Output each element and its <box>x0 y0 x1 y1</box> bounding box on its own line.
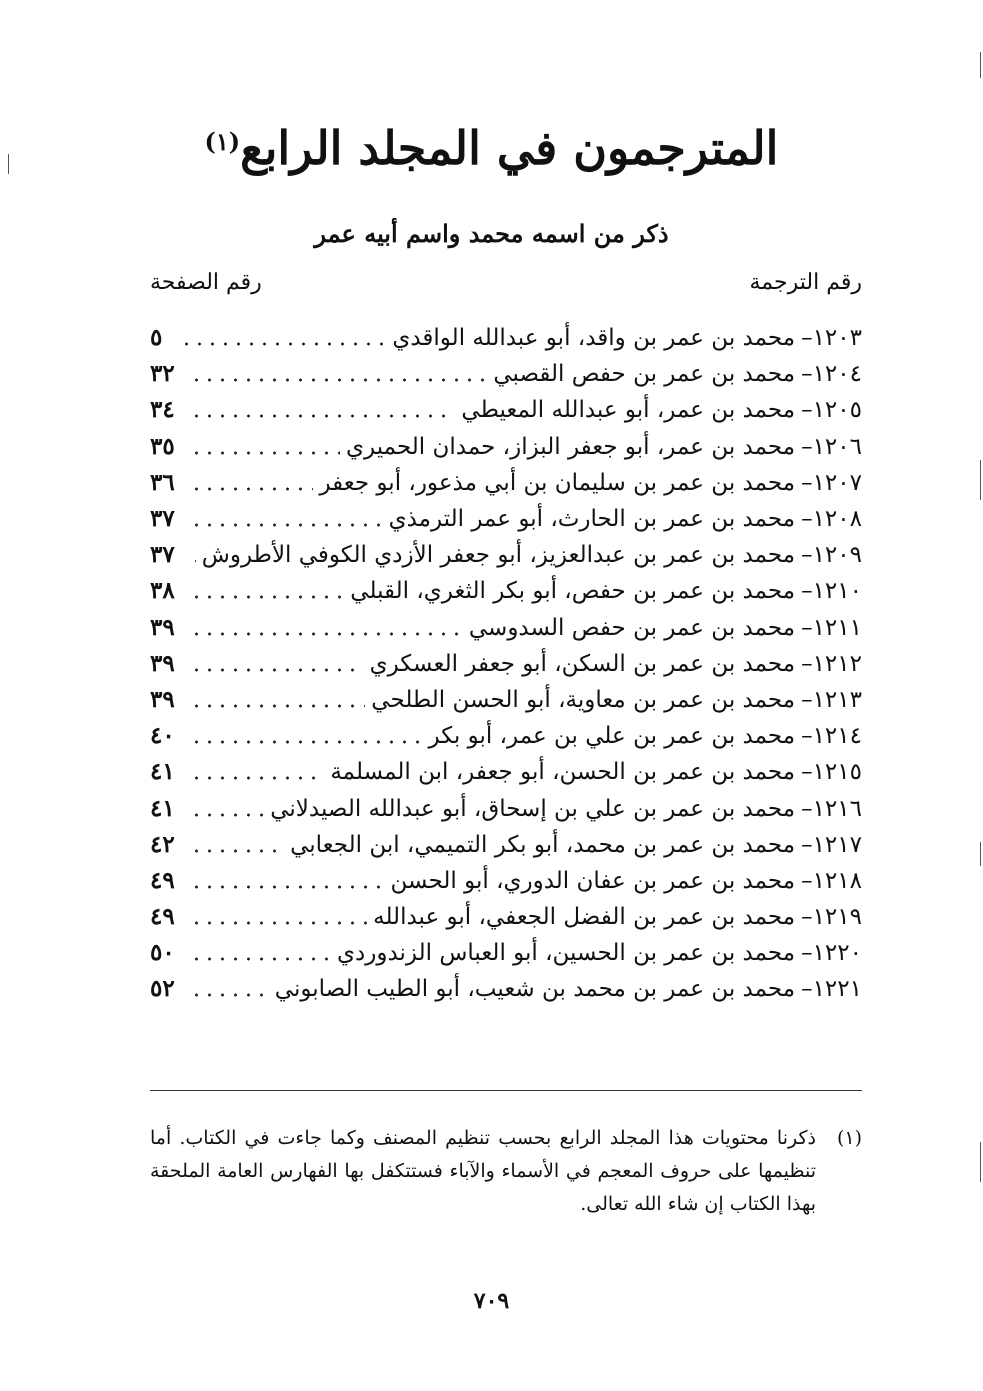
entry-name: محمد بن عمر بن واقد، أبو عبدالله الواقدي <box>392 325 796 352</box>
scan-edge-mark <box>980 52 981 78</box>
entry-number: ١٢١٣ <box>812 686 862 713</box>
entry-dash: – <box>801 397 813 424</box>
title-footnote-marker[interactable]: (١) <box>204 127 241 156</box>
page-number-header: رقم الصفحة <box>150 270 262 295</box>
entry-dash: – <box>801 976 813 1003</box>
entry-number: ١٢٠٤ <box>812 361 862 388</box>
contents-entry[interactable] <box>150 827 862 863</box>
dot-leader <box>190 376 487 384</box>
entry-number: ١٢١٠ <box>812 578 862 605</box>
contents-entry[interactable] <box>150 863 862 899</box>
dot-leader <box>180 340 386 348</box>
contents-entry[interactable] <box>150 682 862 718</box>
contents-entry[interactable] <box>150 899 862 935</box>
entry-dash: – <box>801 650 813 677</box>
entry-page-number[interactable]: ٣٤ <box>150 396 175 424</box>
entry-number-header: رقم الترجمة <box>749 270 862 295</box>
entry-number: ١٢١٧ <box>812 831 862 858</box>
entry-name: محمد بن عمر بن حفص السدوسي <box>468 614 796 641</box>
footnote <box>150 1122 862 1221</box>
entry-page-number[interactable]: ٣٨ <box>150 577 175 605</box>
entry-name: محمد بن عمر بن علي بن إسحاق، أبو عبدالله الصيدلاني <box>270 795 796 822</box>
entry-name: محمد بن عمر بن معاوية، أبو الحسن الطلحي <box>371 686 796 713</box>
entry-name: محمد بن عمر بن الحارث، أبو عمر الترمذي <box>388 506 796 533</box>
entry-page-number[interactable]: ٥٢ <box>150 975 175 1003</box>
entry-name: محمد بن عمر، أبو عبدالله المعيطي <box>461 397 796 424</box>
entry-dash: – <box>801 325 813 352</box>
entry-dash: – <box>801 904 813 931</box>
entry-page-number[interactable]: ٥٠ <box>150 939 175 967</box>
entry-name: محمد بن عمر بن محمد، أبو بكر التميمي، ابن الجعابي <box>290 831 796 858</box>
entry-dash: – <box>801 614 813 641</box>
contents-entry[interactable] <box>150 537 862 573</box>
entry-page-number[interactable]: ٣٢ <box>150 360 175 388</box>
entry-dash: – <box>801 361 813 388</box>
dot-leader <box>190 521 383 529</box>
entry-number: ١٢١٤ <box>812 723 862 750</box>
entry-number: ١٢٠٧ <box>812 469 862 496</box>
contents-entry[interactable] <box>150 754 862 790</box>
entry-name: محمد بن عمر بن محمد بن شعيب، أبو الطيب الصابوني <box>274 976 796 1003</box>
entry-page-number[interactable]: ٣٧ <box>150 505 175 533</box>
dot-leader <box>190 738 423 746</box>
dot-leader <box>190 666 364 674</box>
entry-name: محمد بن عمر بن السكن، أبو جعفر العسكري <box>369 650 796 677</box>
entry-dash: – <box>801 578 813 605</box>
entry-dash: – <box>801 795 813 822</box>
entry-dash: – <box>801 723 813 750</box>
contents-entry[interactable] <box>150 501 862 537</box>
dot-leader <box>190 991 269 999</box>
entry-dash: – <box>801 831 813 858</box>
entry-number: ١٢١٩ <box>812 904 862 931</box>
entry-name: محمد بن عمر بن الفضل الجعفي، أبو عبدالله <box>373 904 796 931</box>
contents-entry[interactable] <box>150 610 862 646</box>
footnote-separator <box>150 1090 862 1091</box>
section-subtitle: ذكر من اسمه محمد واسم أبيه عمر <box>314 219 669 248</box>
dot-leader <box>190 919 367 927</box>
dot-leader <box>190 593 344 601</box>
entry-name: محمد بن عمر بن عبدالعزيز، أبو جعفر الأزدي الكوفي الأطروش <box>201 542 796 569</box>
contents-entry[interactable] <box>150 718 862 754</box>
dot-leader <box>190 847 284 855</box>
scan-edge-mark <box>980 1142 981 1182</box>
entry-number: ١٢٠٩ <box>812 542 862 569</box>
entry-dash: – <box>801 542 813 569</box>
entry-number: ١٢٠٣ <box>812 325 862 352</box>
scan-edge-mark <box>980 460 981 500</box>
entry-number: ١٢١١ <box>812 614 862 641</box>
entry-dash: – <box>801 433 813 460</box>
entry-page-number[interactable]: ٣٧ <box>150 541 175 569</box>
dot-leader <box>190 883 385 891</box>
contents-entry[interactable] <box>150 356 862 392</box>
entry-name: محمد بن عمر بن عفان الدوري، أبو الحسن <box>390 867 796 894</box>
dot-leader <box>190 811 264 819</box>
entry-dash: – <box>801 506 813 533</box>
contents-entry[interactable] <box>150 935 862 971</box>
contents-entry[interactable] <box>150 429 862 465</box>
entry-page-number[interactable]: ٤٠ <box>150 722 175 750</box>
contents-entry[interactable] <box>150 573 862 609</box>
entry-number: ١٢٠٨ <box>812 506 862 533</box>
entry-number: ١٢١٢ <box>812 650 862 677</box>
entry-dash: – <box>801 469 813 496</box>
entry-dash: – <box>801 940 813 967</box>
dot-leader <box>190 449 340 457</box>
entry-number: ١٢١٥ <box>812 759 862 786</box>
entry-page-number[interactable]: ٣٩ <box>150 649 175 677</box>
entry-page-number[interactable]: ٣٩ <box>150 613 175 641</box>
page-title-text: المترجمون في المجلد الرابع <box>240 121 779 175</box>
entry-page-number[interactable]: ٤٩ <box>150 903 175 931</box>
entry-number: ١٢٠٦ <box>812 433 862 460</box>
dot-leader <box>190 485 313 493</box>
entry-dash: – <box>801 759 813 786</box>
page-number: ٧٠٩ <box>473 1288 510 1314</box>
contents-entry[interactable] <box>150 646 862 682</box>
dot-leader <box>190 630 463 638</box>
contents-entry[interactable] <box>150 320 862 356</box>
entry-page-number[interactable]: ٣٦ <box>150 468 175 496</box>
dot-leader <box>190 412 455 420</box>
entry-number: ١٢٢٠ <box>812 940 862 967</box>
entry-page-number[interactable]: ٣٩ <box>150 685 175 713</box>
entry-name: محمد بن عمر بن الحسين، أبو العباس الزندوردي <box>336 940 796 967</box>
entry-page-number[interactable]: ٤١ <box>150 794 175 822</box>
entry-name: محمد بن عمر بن حفص القصبي <box>493 361 796 388</box>
entry-number: ١٢٢١ <box>812 976 862 1003</box>
entry-name: محمد بن عمر بن الحسن، أبو جعفر، ابن المسلمة <box>330 759 796 786</box>
scan-edge-mark <box>980 842 981 866</box>
entry-page-number[interactable]: ٤٢ <box>150 830 175 858</box>
dot-leader <box>190 702 365 710</box>
entry-page-number[interactable]: ٥ <box>150 324 163 352</box>
entry-page-number[interactable]: ٤٩ <box>150 866 175 894</box>
entry-page-number[interactable]: ٣٥ <box>150 432 175 460</box>
entry-name: محمد بن عمر بن علي بن عمر، أبو بكر <box>428 723 796 750</box>
dot-leader <box>190 774 324 782</box>
contents-entry[interactable] <box>150 790 862 826</box>
entry-number: ١٢١٦ <box>812 795 862 822</box>
entry-dash: – <box>801 686 813 713</box>
entry-name: محمد بن عمر، أبو جعفر البزاز، حمدان الحميري <box>346 433 796 460</box>
entry-number: ١٢٠٥ <box>812 397 862 424</box>
entry-name: محمد بن عمر بن سليمان بن أبي مذعور، أبو جعفر <box>319 469 796 496</box>
contents-entry[interactable] <box>150 465 862 501</box>
contents-entry[interactable] <box>150 971 862 1007</box>
contents-list <box>150 320 862 1008</box>
footnote-text: ذكرنا محتويات هذا المجلد الرابع بحسب تنظيم المصنف وكما جاءت في الكتاب. أما تنظيمها على حروف المعجم في الأسماء والآباء فستتكفل بها الفهارس العامة الملحقة بهذا الكتاب إن شاء الله تعالى. <box>150 1127 816 1215</box>
entry-dash: – <box>801 867 813 894</box>
entry-name: محمد بن عمر بن حفص، أبو بكر الثغري، القبلي <box>350 578 796 605</box>
contents-entry[interactable] <box>150 392 862 428</box>
entry-page-number[interactable]: ٤١ <box>150 758 175 786</box>
entry-number: ١٢١٨ <box>812 867 862 894</box>
column-headers <box>150 270 862 306</box>
footnote-marker: (١) <box>836 1127 862 1149</box>
dot-leader <box>190 955 331 963</box>
page-title <box>0 118 983 178</box>
dot-leader <box>190 557 196 565</box>
